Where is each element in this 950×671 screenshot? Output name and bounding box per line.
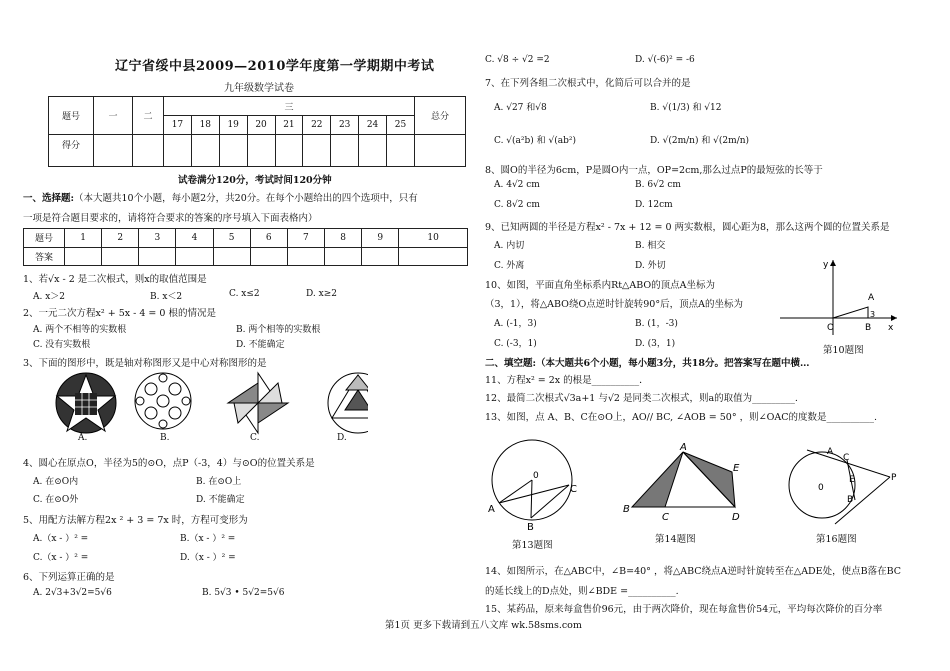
q1-option-a: A. x＞2 [33,292,66,302]
q5-option-b: B.（x - ）² = [180,534,236,544]
q10-stem1: 10、如图，平面直角坐标系内Rt△ABO的顶点A坐标为 [485,280,716,291]
q3-fig-a [56,373,116,433]
page-footer: 第1页 更多下载请到五八文库 wk.58sms.com [385,620,582,631]
q9-option-a: A. 内切 [494,241,525,251]
q8-option-a: A. 4√2 cm [494,180,540,190]
q4-option-c: C. 在⊙O外 [33,495,79,505]
q2-stem: 2、一元二次方程x² + 5x - 4 = 0 根的情况是 [23,308,216,319]
fig13-label-a: A [488,504,495,515]
q6-option-a: A. 2√3+3√2=5√6 [33,588,112,598]
fig16-caption: 第16题图 [816,534,857,545]
fig16-label-a: A [827,447,834,457]
q8-option-c: C. 8√2 cm [494,200,540,210]
q3-option-c: C. [250,433,260,443]
exam-title: 辽宁省绥中县2009—2010学年度第一学期期中考试 [115,59,435,74]
q8-stem: 8、圆O的半径为6cm，P是圆O内一点，OP=2cm,那么过点P的最短弦的长等于 [485,165,823,176]
fig10-label-3: 3 [870,310,876,319]
score-col: 22 [303,116,331,135]
q2-option-a: A. 两个不相等的实数根 [33,325,127,335]
q9-option-d: D. 外切 [635,261,666,271]
q3-fig-d [328,373,368,433]
score-h-defen: 得分 [49,135,94,167]
answer-num: 3 [139,229,176,248]
fig16-label-e: E [849,475,855,485]
q5-option-d: D.（x - ）² = [180,553,236,563]
q4-option-d: D. 不能确定 [196,495,245,505]
q2-option-c: C. 没有实数根 [33,340,91,350]
q3-stem: 3、下面的图形中，既是轴对称图形又是中心对称图形的是 [23,358,267,369]
score-col: 21 [275,116,303,135]
exam-info: 试卷满分120分，考试时间120分钟 [178,175,332,186]
q9-stem: 9、已知两圆的半径是方程x² - 7x + 12 = 0 两实数根，圆心距为8，那么这两个圆的位置关系是 [485,222,890,233]
q6-stem: 6、下列运算正确的是 [23,572,115,583]
q2-option-d: D. 不能确定 [236,340,285,350]
fig13-label-o: 0 [533,471,539,481]
score-h-san: 三 [164,97,415,116]
section1-desc1: 一、选择题:（本大题共10个小题，每小题2分，共20分。在每个小题给出的四个选项中，只有 [23,193,418,204]
q4-option-a: A. 在⊙O内 [33,477,79,487]
q7-option-c: C. √(a²b) 和 √(ab²) [494,136,576,146]
q12: 12、最简二次根式√3a+1 与√2 是同类二次根式，则a的取值为_________. [485,393,798,404]
fig16-label-c: C [843,453,850,463]
q1-stem: 1、若√x - 2 是二次根式，则x的取值范围是 [23,274,207,285]
score-col: 19 [219,116,247,135]
q7-option-b: B. √(1/3) 和 √12 [650,103,722,113]
fig16 [785,440,905,530]
q3-fig-b [135,373,191,429]
q1-option-b: B. x＜2 [150,292,183,302]
q15: 15、某药品，原来每盒售价96元，由于两次降价，现在每盒售价54元，平均每次降价的百分率 [485,604,883,615]
score-h-er: 二 [133,97,164,135]
q1-option-c: C. x≤2 [229,289,260,299]
section2-line: 二、填空题:（本大题共6个小题，每小题3分，共18分。把答案写在题中横… [485,358,810,369]
fig13 [485,430,590,540]
fig16-label-b: B [847,495,854,505]
q9-option-c: C. 外离 [494,261,525,271]
fig10-label-o: O [827,323,835,333]
q7-stem: 7、在下列各组二次根式中，化简后可以合并的是 [485,78,691,89]
answer-num: 1 [65,229,102,248]
answer-num: 6 [250,229,287,248]
q13: 13、如图，点 A、B、C在⊙O上，AO// BC, ∠AOB = 50° ，则∠OAC的度数是__________. [485,412,878,423]
q6-option-b: B. 5√3 • 5√2=5√6 [202,588,285,598]
answer-h-tihao: 题号 [24,229,65,248]
score-col: 25 [387,116,415,135]
fig16-label-o: 0 [818,483,824,493]
fig13-caption: 第13题图 [512,540,553,551]
score-col: 23 [331,116,359,135]
q5-option-c: C.（x - ）² = [33,553,89,563]
score-col: 24 [359,116,387,135]
answer-num: 7 [287,229,324,248]
q9-option-b: B. 相交 [635,241,666,251]
q6-option-d: D. √(-6)² = -6 [635,55,695,65]
score-h-yi: 一 [94,97,133,135]
q10-option-c: C. (-3，1) [494,339,537,349]
fig13-label-c: C [570,484,577,495]
fig10 [775,255,905,340]
fig10-label-b: B [865,323,872,333]
q14-line2: 的延长线上的D点处，则∠BDE =__________. [485,586,679,597]
fig14-label-e: E [733,463,740,474]
q4-option-b: B. 在⊙O上 [196,477,242,487]
fig16-label-p: P [891,473,897,483]
fig13-label-b: B [527,522,534,533]
fig14 [620,442,750,527]
q14-line1: 14、如图所示，在△ABC中，∠B=40° ，将△ABC绕点A逆时针旋转至在△ADE处，使点B落在BC [485,566,902,577]
answer-num: 4 [176,229,213,248]
exam-subtitle: 九年级数学试卷 [224,83,294,94]
fig10-label-x: x [888,323,894,333]
answer-table [23,228,468,266]
q3-option-b: B. [160,433,170,443]
q7-option-a: A. √27 和√8 [494,103,547,113]
q4-stem: 4、圆心在原点O，半径为5的⊙O，点P（-3，4）与⊙O的位置关系是 [23,458,315,469]
answer-num: 2 [102,229,139,248]
q1-option-d: D. x≥2 [306,289,337,299]
q8-option-b: B. 6√2 cm [635,180,681,190]
q10-option-a: A. (-1，3) [494,319,537,329]
fig14-label-c: C [662,512,669,523]
q2-option-b: B. 两个相等的实数根 [236,325,321,335]
fig10-label-a: A [868,293,875,303]
q3-fig-c [228,373,288,433]
score-col: 18 [191,116,219,135]
q3-option-d: D. [337,433,347,443]
score-col: 17 [164,116,192,135]
score-h-total: 总分 [415,97,466,135]
answer-num: 10 [399,229,468,248]
q10-option-d: D. (3，1) [635,339,676,349]
q5-option-a: A.（x - ）² = [33,534,89,544]
fig10-caption: 第10题图 [823,345,864,356]
section1-head: 一、选择题: [23,193,75,204]
answer-num: 9 [362,229,399,248]
score-table [48,96,466,167]
fig14-caption: 第14题图 [655,534,696,545]
q5-stem: 5、用配方法解方程2x ² + 3 = 7x 时，方程可变形为 [23,515,248,526]
q3-figures [38,370,368,445]
q8-option-d: D. 12cm [635,200,673,210]
fig10-label-y: y [823,260,829,270]
score-col: 20 [247,116,275,135]
fig14-label-b: B [623,504,630,515]
fig14-label-a: A [680,442,687,453]
q10-stem2: （3，1），将△ABO绕O点逆时针旋转90°后，顶点A的坐标为 [485,299,743,310]
answer-num: 5 [213,229,250,248]
score-h-tihao: 题号 [49,97,94,135]
section1-desc2: 一项是符合题目要求的，请将符合要求的答案的序号填入下面表格内） [23,213,318,224]
fig14-label-d: D [732,512,740,523]
q6-option-c: C. √8 ÷ √2 =2 [485,55,550,65]
answer-num: 8 [324,229,361,248]
q3-option-a: A. [78,433,88,443]
q10-option-b: B. (1，-3) [635,319,678,329]
q11: 11、方程x² = 2x 的根是__________． [485,375,649,386]
section2-head: 二、填空题: [485,358,537,369]
q7-option-d: D. √(2m/n) 和 √(2m/n) [650,136,750,146]
answer-h-daan: 答案 [24,247,65,266]
